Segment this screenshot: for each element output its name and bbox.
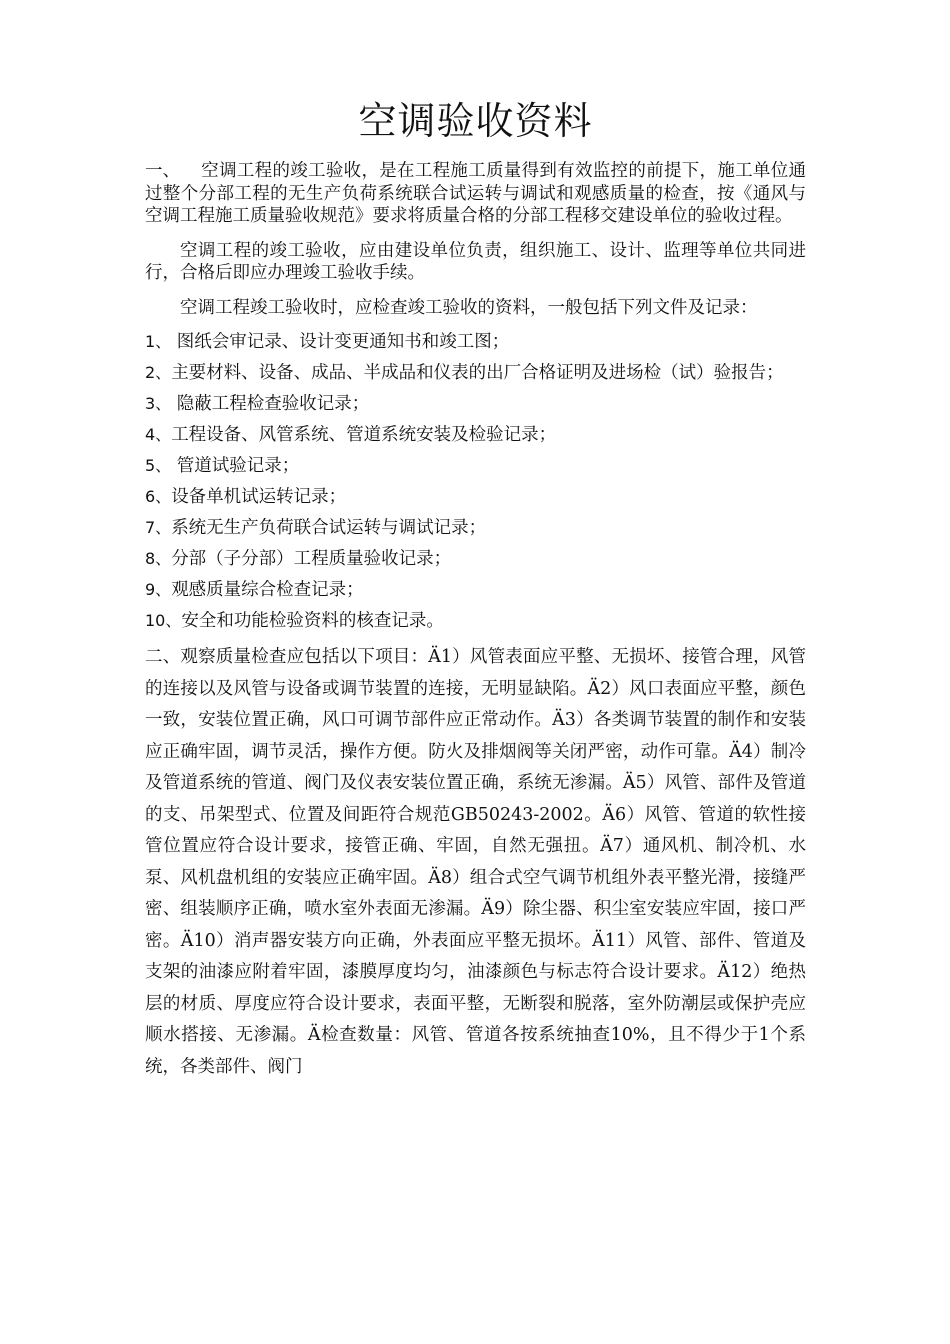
list-item: 3、 隐蔽工程检查验收记录； [145,394,370,414]
list-item: 5、 管道试验记录； [145,456,300,476]
document-title: 空调验收资料 [358,99,593,143]
list-item: 10、安全和功能检验资料的核查记录。 [145,611,444,631]
document-record-list [145,331,806,632]
list-item: 2、主要材料、设备、成品、半成品和仪表的出厂合格证明及进场检（试）验报告； [145,363,784,383]
list-item: 9、观感质量综合检查记录； [145,580,364,600]
list-item: 1、 图纸会审记录、设计变更通知书和竣工图； [145,332,510,352]
section-two-paragraph: 二、观察质量检查应包括以下项目：Ä1）风管表面应平整、无损坏、接管合理，风管的连接以及风管与设备或调节装置的连接，无明显缺陷。Ä2）风口表面应平整，颜色一致，安装位置正确，风口可调节部件应正常动作。Ä3）各类调节装置的制作和安装应正确牢固，调节灵活，操作方便。防火及排烟阀等关闭严密，动作可靠。Ä4）制冷及管道系统的管道、阀门及仪表安装位置正确，系统无渗漏。Ä5）风管、部件及管道的支、吊架型式、位置及间距符合规范GB50243-2002。Ä6）风管、管道的软性接管位置应符合设计要求，接管正确、牢固，自然无强扭。Ä7）通风机、制冷机、水泵、风机盘机组的安装应正确牢固。Ä8）组合式空气调节机组外表平整光滑，接缝严密、组装顺序正确，喷水室外表面无渗漏。Ä9）除尘器、积尘室安装应牢固，接口严密。Ä10）消声器安装方向正确，外表面应平整无损坏。Ä11）风管、部件、管道及支架的油漆应附着牢固，漆膜厚度均匀，油漆颜色与标志符合设计要求。Ä12）绝热层的材质、厚度应符合设计要求，表面平整，无断裂和脱落，室外防潮层或保护壳应顺水搭接、无渗漏。Ä检查数量：风管、管道各按系统抽查10%，且不得少于1个系统，各类部件、阀门 [145,647,806,1077]
intro-paragraph [145,160,806,228]
list-item: 6、设备单机试运转记录； [145,487,347,507]
paragraph-acceptance-responsibility: 空调工程的竣工验收，应由建设单位负责，组织施工、设计、监理等单位共同进行，合格后即应办理竣工验收手续。 [145,240,806,283]
section-number: 一、 [145,161,180,181]
list-item: 4、工程设备、风管系统、管道系统安装及检验记录； [145,425,557,445]
list-item: 7、系统无生产负荷联合试运转与调试记录； [145,518,487,538]
intro-text: 空调工程的竣工验收，是在工程施工质量得到有效监控的前提下，施工单位通过整个分部工程的无生产负荷系统联合试运转与调试和观感质量的检查，按《通风与空调工程施工质量验收规范》要求将质量合格的分部工程移交建设单位的验收过程。 [145,161,806,226]
list-item: 8、分部（子分部）工程质量验收记录； [145,549,452,569]
paragraph-documents-intro: 空调工程竣工验收时，应检查竣工验收的资料，一般包括下列文件及记录： [180,297,758,318]
